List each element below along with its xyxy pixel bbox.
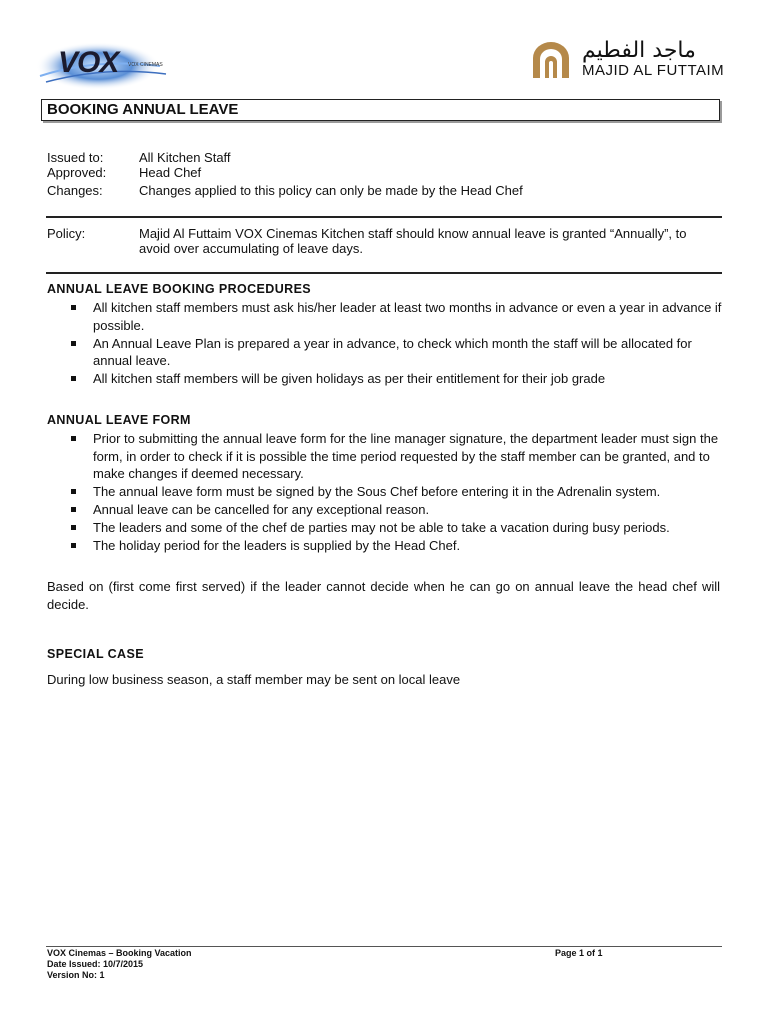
majid-al-futtaim-logo: [530, 38, 730, 82]
bullet-icon: [71, 436, 76, 441]
maf-logo-arabic: ماجد الفطيم: [582, 38, 696, 63]
list-item-text: The annual leave form must be signed by the Sous Chef before entering it in the Adrenalin system.: [93, 484, 661, 499]
divider: [46, 272, 722, 274]
list-item: [47, 501, 727, 519]
page-title: BOOKING ANNUAL LEAVE: [47, 101, 239, 118]
list-item-text: An Annual Leave Plan is prepared a year in advance, to check which month the staff will be allocated for annual leave.: [93, 335, 692, 368]
form-list: [47, 430, 727, 555]
list-item-text: All kitchen staff members will be given holidays as per their entitlement for their job grade: [93, 371, 606, 386]
footer-divider: [46, 946, 722, 947]
bullet-icon: [71, 525, 76, 530]
bullet-icon: [71, 507, 76, 512]
form-note: Based on (first come first served) if the leader cannot decide when he can go on annual leave the head chef will decide.: [47, 579, 720, 612]
document-title-box: [41, 99, 720, 121]
special-case-heading: SPECIAL CASE: [47, 647, 144, 661]
bullet-icon: [71, 305, 76, 310]
bullet-icon: [71, 341, 76, 346]
approved-value: Head Chef: [139, 165, 202, 180]
issued-to-label: Issued to:: [47, 150, 104, 165]
list-item-text: Annual leave can be cancelled for any exceptional reason.: [93, 502, 430, 517]
bullet-icon: [71, 489, 76, 494]
footer-doc-name: VOX Cinemas – Booking Vacation: [47, 948, 192, 958]
list-item: [47, 370, 727, 388]
list-item: [47, 299, 727, 334]
special-case-text: During low business season, a staff member may be sent on local leave: [47, 672, 461, 687]
list-item: [47, 335, 727, 370]
changes-value: Changes applied to this policy can only be made by the Head Chef: [139, 183, 523, 198]
footer-page-number: Page 1 of 1: [555, 948, 603, 958]
list-item: [47, 483, 727, 501]
list-item: [47, 519, 727, 537]
vox-logo-subtext: VOX CINEMAS: [128, 62, 163, 68]
list-item-text: The leaders and some of the chef de parties may not be able to take a vacation during busy periods.: [93, 520, 670, 535]
issued-to-value: All Kitchen Staff: [139, 150, 231, 165]
procedures-heading: ANNUAL LEAVE BOOKING PROCEDURES: [47, 282, 312, 296]
divider: [46, 216, 722, 218]
maf-logo-english: MAJID AL FUTTAIM: [582, 62, 725, 79]
form-heading: ANNUAL LEAVE FORM: [47, 413, 191, 427]
policy-label: Policy:: [47, 226, 86, 241]
list-item: [47, 537, 727, 555]
vox-cinemas-logo: [36, 36, 172, 94]
bullet-icon: [71, 543, 76, 548]
list-item-text: All kitchen staff members must ask his/her leader at least two months in advance or even a year in advance if possible.: [93, 300, 722, 333]
footer-version: Version No: 1: [47, 970, 105, 980]
list-item: [47, 430, 727, 483]
bullet-icon: [71, 376, 76, 381]
policy-text: Majid Al Futtaim VOX Cinemas Kitchen staff should know annual leave is granted “Annually”, to avoid over accumulating of leave days.: [139, 226, 687, 256]
vox-logo-wordmark: VOX: [58, 46, 119, 79]
changes-label: Changes:: [47, 183, 103, 198]
list-item-text: The holiday period for the leaders is supplied by the Head Chef.: [93, 538, 461, 553]
approved-label: Approved:: [47, 165, 107, 180]
footer-date-issued: Date Issued: 10/7/2015: [47, 959, 144, 969]
list-item-text: Prior to submitting the annual leave form for the line manager signature, the department leader must sign the form, in order to check if it is possible the time period requested by the staff member can be granted, and to make changes if deemed necessary.: [93, 431, 719, 481]
maf-arch-icon: [530, 42, 572, 78]
procedures-list: [47, 299, 727, 388]
